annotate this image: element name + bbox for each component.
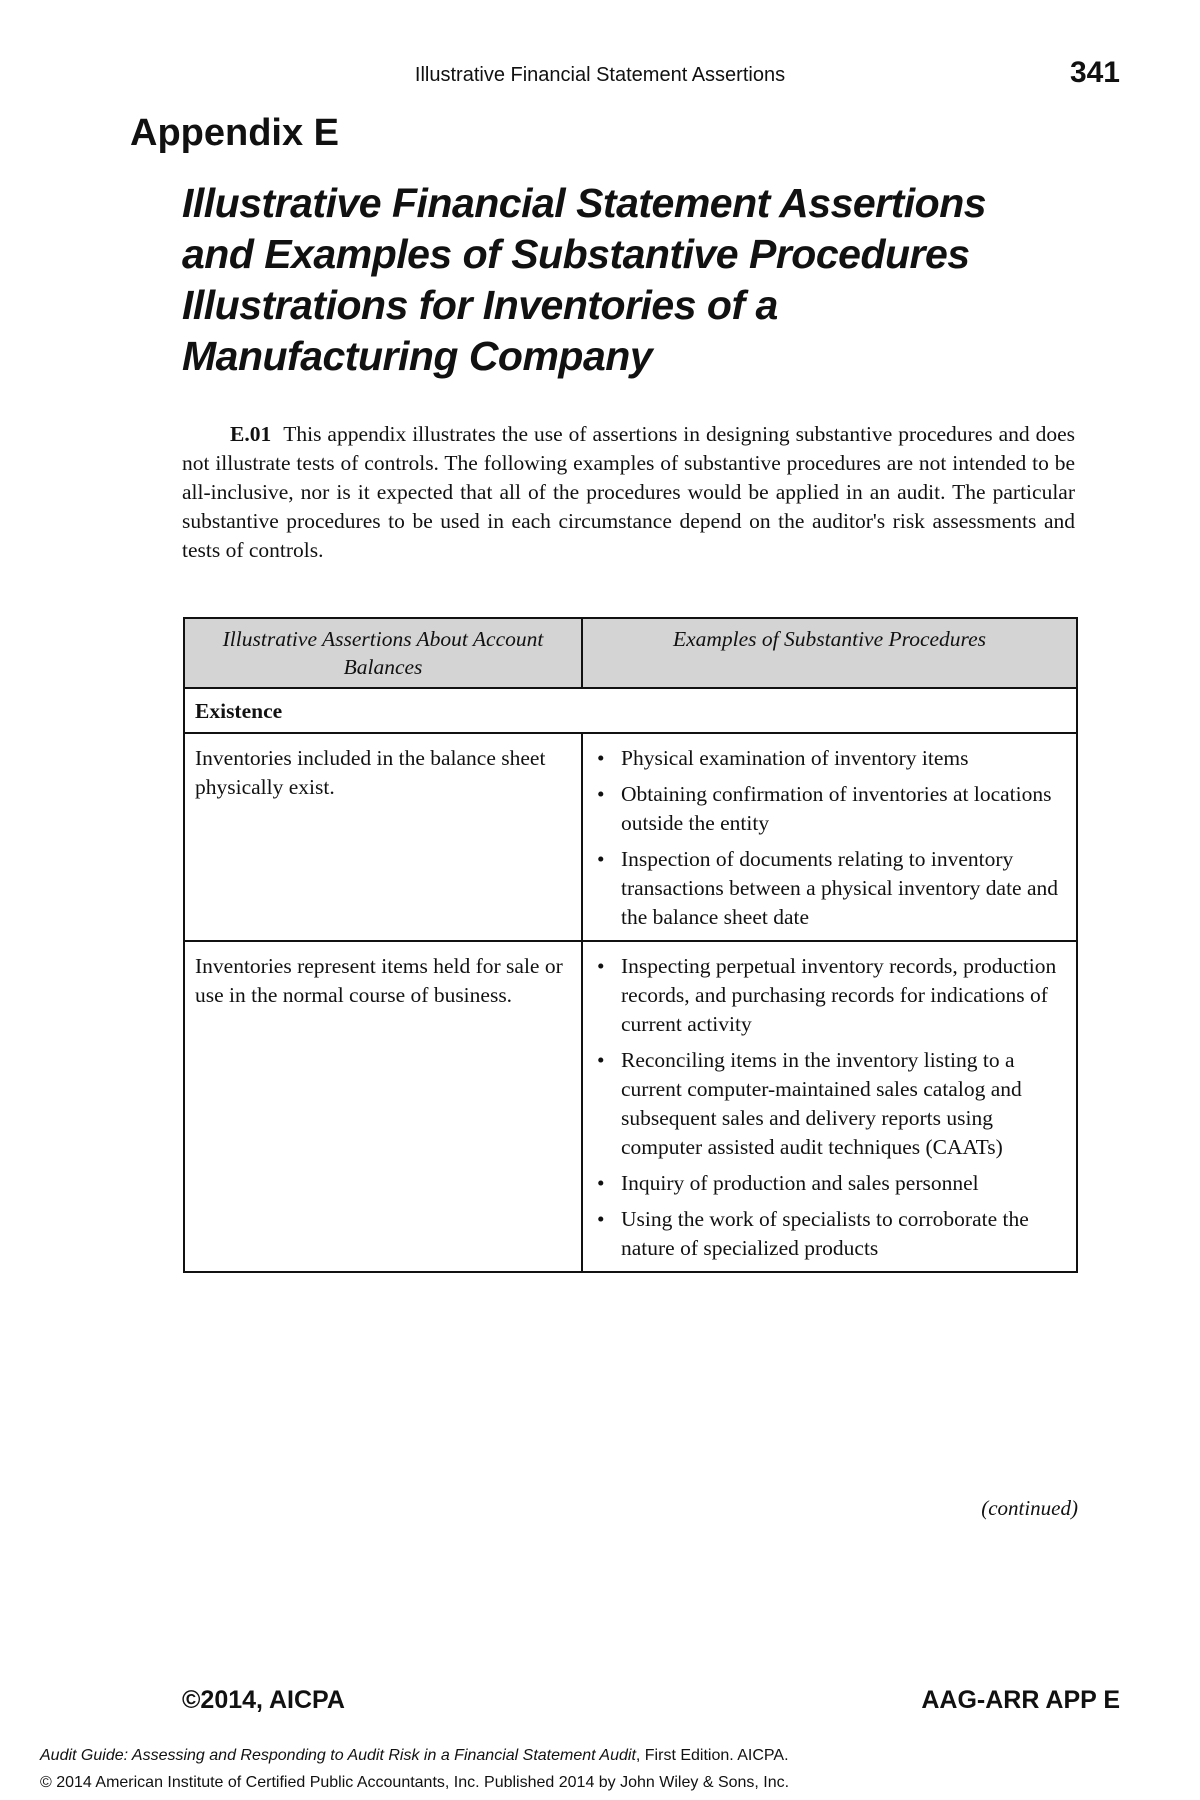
table-header-row bbox=[184, 618, 1077, 688]
running-header: Illustrative Financial Statement Assertions bbox=[414, 64, 786, 86]
citation bbox=[40, 1742, 1180, 1796]
assertion-cell: Inventories represent items held for sale or use in the normal course of business. bbox=[184, 941, 582, 1272]
footer-copyright: ©2014, AICPA bbox=[182, 1686, 345, 1714]
procedure-text: Inspection of documents relating to inventory transactions between a physical inventory date and the balance sheet date bbox=[621, 847, 1059, 929]
page-number: 341 bbox=[1069, 56, 1120, 89]
citation-guide-title: Audit Guide: Assessing and Responding to Audit Risk in a Financial Statement Audit bbox=[40, 1747, 636, 1764]
intro-text: This appendix illustrates the use of assertions in designing substantive procedures and does not illustrate tests of controls. The following examples of substantive procedures are not intended to be all-inclusive, nor is it expected that all of the procedures would be applied in an audit. The particular substantive procedures to be used in each circumstance depend on the auditor's risk assessments and tests of controls. bbox=[182, 422, 1075, 562]
procedure-text: Physical examination of inventory items bbox=[621, 746, 969, 770]
appendix-title bbox=[182, 178, 1082, 382]
citation-line-2: © 2014 American Institute of Certified Public Accountants, Inc. Published 2014 by John Wiley & Sons, Inc. bbox=[40, 1774, 790, 1791]
procedure-text: Inspecting perpetual inventory records, production records, and purchasing records for indications of current activity bbox=[621, 954, 1057, 1036]
appendix-title-line: Illustrative Financial Statement Assertions bbox=[182, 180, 987, 226]
assertions-table bbox=[183, 617, 1078, 1273]
section-row bbox=[184, 688, 1077, 733]
bullet-icon: • bbox=[597, 1171, 605, 1195]
procedure-list bbox=[593, 952, 1066, 1263]
procedure-text: Using the work of specialists to corroborate the nature of specialized products bbox=[621, 1207, 1029, 1260]
appendix-title-line: Illustrations for Inventories of a bbox=[182, 282, 778, 328]
procedure-text: Reconciling items in the inventory listing to a current computer-maintained sales catalog and subsequent sales and delivery reports using computer assisted audit techniques (CAATs) bbox=[621, 1048, 1022, 1159]
bullet-icon: • bbox=[597, 1207, 605, 1231]
assertion-cell: Inventories included in the balance sheet physically exist. bbox=[184, 733, 582, 941]
procedure-list bbox=[593, 744, 1066, 932]
appendix-title-line: and Examples of Substantive Procedures bbox=[182, 231, 970, 277]
appendix-title-line: Manufacturing Company bbox=[182, 333, 653, 379]
list-item bbox=[593, 845, 1066, 932]
appendix-label: Appendix E bbox=[130, 112, 340, 154]
bullet-icon: • bbox=[597, 1048, 605, 1072]
list-item bbox=[593, 1046, 1066, 1162]
bullet-icon: • bbox=[597, 746, 605, 770]
column-header-assertions: Illustrative Assertions About Account Balances bbox=[184, 618, 582, 688]
continued-label: (continued) bbox=[981, 1496, 1078, 1520]
procedures-cell bbox=[582, 941, 1077, 1272]
list-item bbox=[593, 780, 1066, 838]
list-item bbox=[593, 952, 1066, 1039]
procedures-cell bbox=[582, 733, 1077, 941]
paragraph-number: E.01 bbox=[230, 422, 272, 446]
bullet-icon: • bbox=[597, 782, 605, 806]
column-header-procedures: Examples of Substantive Procedures bbox=[582, 618, 1077, 688]
footer-reference: AAG-ARR APP E bbox=[921, 1686, 1120, 1714]
citation-edition: , First Edition. AICPA. bbox=[635, 1747, 789, 1764]
table-row bbox=[184, 941, 1077, 1272]
list-item bbox=[593, 744, 1066, 773]
procedure-text: Obtaining confirmation of inventories at locations outside the entity bbox=[621, 782, 1052, 835]
table-row bbox=[184, 733, 1077, 941]
citation-line-1 bbox=[40, 1742, 1180, 1769]
bullet-icon: • bbox=[597, 954, 605, 978]
section-existence: Existence bbox=[184, 688, 1077, 733]
list-item bbox=[593, 1205, 1066, 1263]
bullet-icon: • bbox=[597, 847, 605, 871]
intro-paragraph bbox=[182, 420, 1075, 565]
list-item bbox=[593, 1169, 1066, 1198]
procedure-text: Inquiry of production and sales personnel bbox=[621, 1171, 979, 1195]
